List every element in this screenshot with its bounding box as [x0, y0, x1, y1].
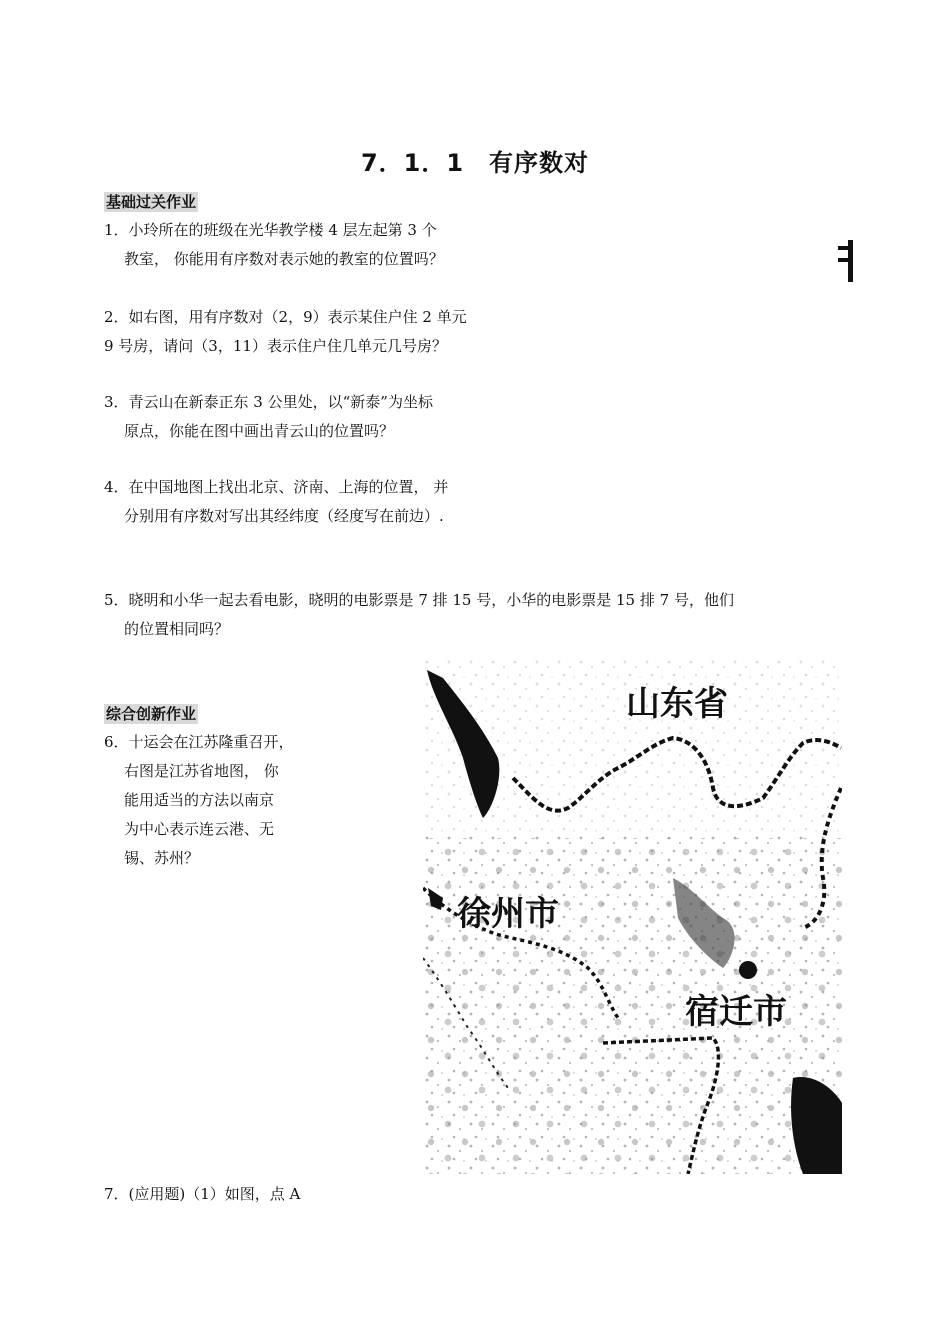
- question-2-line-1: 2．如右图，用有序数对（2，9）表示某住户住 2 单元: [104, 308, 467, 326]
- question-3-line-1: 3．青云山在新泰正东 3 公里处，以“新泰”为坐标: [104, 393, 433, 411]
- question-2-line-2: 9 号房，请问（3，11）表示住户住几单元几号房？: [104, 337, 447, 355]
- question-4: [104, 473, 448, 531]
- question-4-line-2: 分别用有序数对写出其经纬度（经度写在前边）.: [124, 507, 444, 525]
- question-6-line-1: 6．十运会在江苏隆重召开，: [104, 733, 294, 751]
- map-label-shandong: 山东省: [626, 684, 728, 724]
- question-5-line-2: 的位置相同吗？: [124, 620, 230, 638]
- page-title: 7．1．1 有序数对: [360, 149, 590, 177]
- question-5: [104, 586, 734, 644]
- section-heading-creative: 综合创新作业: [106, 705, 197, 723]
- map-label-suqian: 宿迁市: [685, 992, 787, 1032]
- question-1-line-2: 教室， 你能用有序数对表示她的教室的位置吗？: [124, 250, 444, 268]
- question-1-line-1: 1．小玲所在的班级在光华教学楼 4 层左起第 3 个: [104, 221, 437, 239]
- question-6-line-3: 能用适当的方法以南京: [124, 791, 275, 809]
- question-6: [104, 728, 294, 873]
- partial-figure-fragment: [836, 238, 856, 284]
- question-3-line-2: 原点，你能在图中画出青云山的位置吗？: [124, 422, 395, 440]
- question-1: [104, 216, 444, 274]
- question-3: [104, 388, 433, 446]
- question-6-line-5: 锡、苏州？: [124, 849, 200, 867]
- question-7-line-1: 7．(应用题)（1）如图，点 A: [104, 1185, 301, 1203]
- question-4-line-1: 4．在中国地图上找出北京、济南、上海的位置， 并: [104, 478, 449, 496]
- question-6-line-4: 为中心表示连云港、无: [124, 820, 275, 838]
- question-7: [104, 1180, 300, 1209]
- question-6-line-2: 右图是江苏省地图， 你: [124, 762, 279, 780]
- jiangsu-map: [423, 658, 842, 1174]
- question-5-line-1: 5．晓明和小华一起去看电影，晓明的电影票是 7 排 15 号，小华的电影票是 15 排 7 号，他们: [104, 591, 734, 609]
- section-heading-basic: 基础过关作业: [106, 193, 197, 211]
- question-2: [104, 303, 467, 361]
- map-label-xuzhou: 徐州市: [457, 894, 559, 934]
